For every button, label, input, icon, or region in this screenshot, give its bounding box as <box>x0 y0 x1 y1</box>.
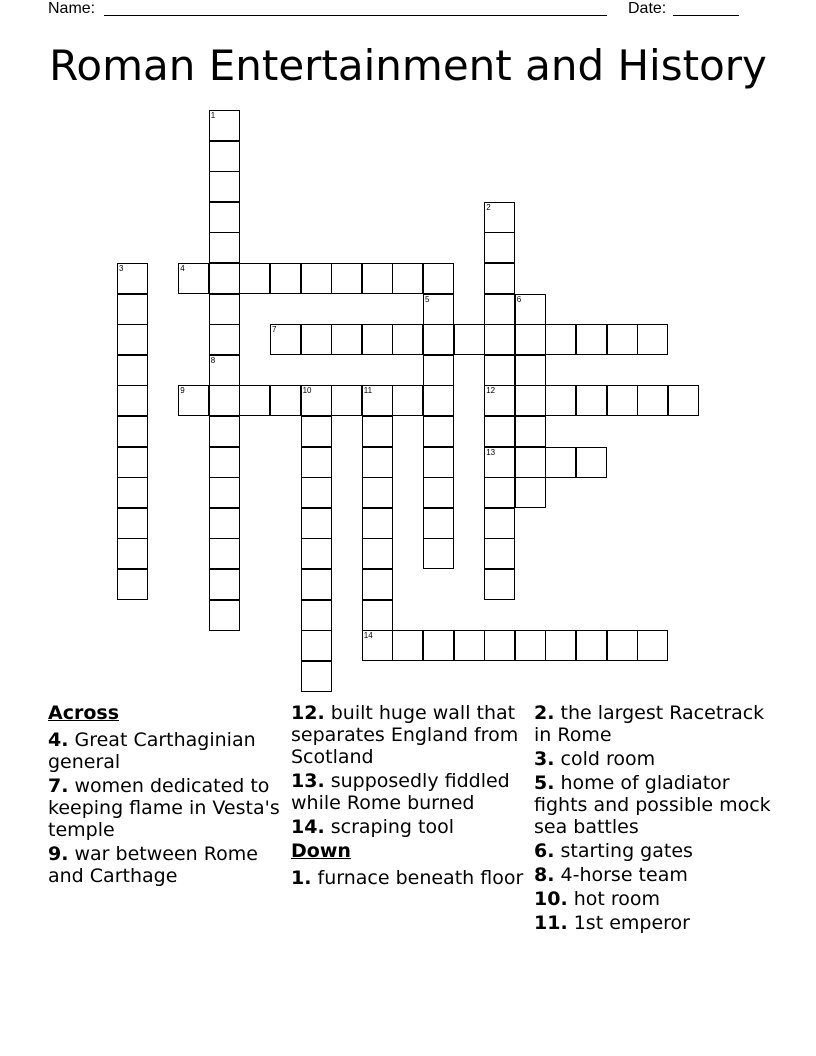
grid-cell[interactable] <box>576 324 607 355</box>
grid-cell[interactable] <box>423 355 454 386</box>
grid-cell[interactable] <box>423 385 454 416</box>
clue-number: 9. <box>48 843 69 865</box>
across-heading: Across <box>48 702 120 724</box>
clue-number: 10. <box>534 888 568 910</box>
grid-cell[interactable] <box>637 630 668 661</box>
cell-number: 10 <box>302 386 312 396</box>
clue-down-6 <box>534 840 774 862</box>
grid-cell[interactable] <box>423 324 454 355</box>
grid-cell[interactable] <box>117 355 148 386</box>
grid-cell[interactable] <box>484 202 515 233</box>
clue-text: scraping tool <box>330 816 454 838</box>
grid-cell[interactable] <box>484 232 515 263</box>
grid-cell[interactable] <box>270 324 301 355</box>
grid-cell[interactable] <box>576 385 607 416</box>
clue-down-1 <box>291 867 529 889</box>
grid-cell[interactable] <box>637 385 668 416</box>
grid-cell[interactable] <box>423 477 454 508</box>
grid-cell[interactable] <box>362 600 393 631</box>
clue-across-12 <box>291 702 529 768</box>
clue-number: 8. <box>534 864 555 886</box>
grid-cell[interactable] <box>117 294 148 325</box>
clue-text: 4-horse team <box>560 864 688 886</box>
down-heading: Down <box>291 840 351 862</box>
grid-cell[interactable] <box>423 294 454 325</box>
clue-text: cold room <box>560 748 656 770</box>
clue-text: Great Carthaginian general <box>48 729 256 773</box>
clue-text: the largest Racetrack in Rome <box>534 702 765 746</box>
grid-cell[interactable] <box>362 263 393 294</box>
cell-number: 9 <box>180 386 185 396</box>
name-label: Name: <box>48 0 96 17</box>
grid-cell[interactable] <box>362 416 393 447</box>
grid-cell[interactable] <box>117 263 148 294</box>
grid-cell[interactable] <box>178 385 209 416</box>
grid-cell[interactable] <box>301 630 332 661</box>
grid-cell[interactable] <box>301 508 332 539</box>
grid-cell[interactable] <box>117 477 148 508</box>
grid-cell[interactable] <box>301 569 332 600</box>
grid-cell[interactable] <box>209 202 240 233</box>
grid-cell[interactable] <box>515 324 546 355</box>
grid-cell[interactable] <box>607 630 638 661</box>
grid-cell[interactable] <box>484 630 515 661</box>
grid-cell[interactable] <box>209 508 240 539</box>
grid-cell[interactable] <box>362 477 393 508</box>
clue-down-8 <box>534 864 774 886</box>
clue-text: hot room <box>573 888 661 910</box>
grid-cell[interactable] <box>331 263 362 294</box>
clue-text: built huge wall that separates England from Scotland <box>291 702 519 768</box>
cell-number: 12 <box>486 386 496 396</box>
grid-cell[interactable] <box>484 416 515 447</box>
clue-text: war between Rome and Carthage <box>48 843 258 887</box>
grid-cell[interactable] <box>209 538 240 569</box>
grid-cell[interactable] <box>484 324 515 355</box>
grid-cell[interactable] <box>362 508 393 539</box>
grid-cell[interactable] <box>515 416 546 447</box>
grid-cell[interactable] <box>423 263 454 294</box>
grid-cell[interactable] <box>668 385 699 416</box>
grid-cell[interactable] <box>484 294 515 325</box>
clue-number: 1. <box>291 867 312 889</box>
grid-cell[interactable] <box>484 447 515 478</box>
grid-cell[interactable] <box>209 294 240 325</box>
cell-number: 2 <box>486 202 491 212</box>
grid-cell[interactable] <box>423 508 454 539</box>
grid-cell[interactable] <box>515 294 546 325</box>
clue-number: 12. <box>291 702 325 724</box>
clue-down-2 <box>534 702 774 746</box>
grid-cell[interactable] <box>117 538 148 569</box>
clue-number: 4. <box>48 729 69 751</box>
clue-number: 6. <box>534 840 555 862</box>
grid-cell[interactable] <box>209 171 240 202</box>
grid-cell[interactable] <box>515 355 546 386</box>
grid-cell[interactable] <box>392 324 423 355</box>
grid-cell[interactable] <box>301 324 332 355</box>
cell-number: 1 <box>210 111 216 120</box>
grid-cell[interactable] <box>362 447 393 478</box>
clues-column-1 <box>48 702 283 889</box>
grid-cell[interactable] <box>362 385 393 416</box>
grid-cell[interactable] <box>576 447 607 478</box>
clue-across-4 <box>48 729 283 773</box>
grid-cell[interactable] <box>515 385 546 416</box>
grid-cell[interactable] <box>301 416 332 447</box>
grid-cell[interactable] <box>209 600 240 631</box>
clue-text: starting gates <box>560 840 693 862</box>
grid-cell[interactable] <box>484 538 515 569</box>
grid-cell[interactable] <box>637 324 668 355</box>
clue-down-10 <box>534 888 774 910</box>
grid-cell[interactable] <box>484 355 515 386</box>
clue-text: home of gladiator fights and possible mock sea battles <box>534 772 771 838</box>
grid-cell[interactable] <box>331 385 362 416</box>
grid-cell[interactable] <box>178 263 209 294</box>
grid-cell[interactable] <box>515 447 546 478</box>
grid-cell[interactable] <box>209 110 240 141</box>
grid-cell[interactable] <box>301 477 332 508</box>
grid-cell[interactable] <box>484 477 515 508</box>
grid-cell[interactable] <box>117 447 148 478</box>
grid-cell[interactable] <box>209 355 240 386</box>
grid-cell[interactable] <box>301 661 332 692</box>
grid-cell[interactable] <box>270 263 301 294</box>
cell-number: 7 <box>272 325 277 335</box>
grid-cell[interactable] <box>362 324 393 355</box>
clue-text: women dedicated to keeping flame in Vesta's temple <box>48 775 280 841</box>
clue-number: 7. <box>48 775 69 797</box>
grid-cell[interactable] <box>209 263 240 294</box>
clue-number: 14. <box>291 816 325 838</box>
clue-across-7 <box>48 775 283 841</box>
grid-cell[interactable] <box>209 416 240 447</box>
grid-cell[interactable] <box>117 508 148 539</box>
cell-number: 4 <box>180 264 185 273</box>
grid-cell[interactable] <box>423 630 454 661</box>
clue-number: 13. <box>291 770 325 792</box>
grid-cell[interactable] <box>423 447 454 478</box>
date-label: Date: <box>628 0 667 17</box>
grid-cell[interactable] <box>515 477 546 508</box>
grid-cell[interactable] <box>362 569 393 600</box>
grid-cell[interactable] <box>117 385 148 416</box>
clue-down-5 <box>534 772 774 838</box>
grid-cell[interactable] <box>423 416 454 447</box>
clue-text: furnace beneath floor <box>317 867 524 889</box>
clue-across-13 <box>291 770 529 814</box>
grid-cell[interactable] <box>392 385 423 416</box>
grid-cell[interactable] <box>484 569 515 600</box>
grid-cell[interactable] <box>301 600 332 631</box>
cell-number: 14 <box>363 631 373 641</box>
grid-cell[interactable] <box>270 385 301 416</box>
clue-across-9 <box>48 843 283 887</box>
grid-cell[interactable] <box>209 447 240 478</box>
page-title: Roman Entertainment and History <box>49 41 767 90</box>
clues-column-3 <box>534 702 774 936</box>
grid-cell[interactable] <box>362 538 393 569</box>
clue-number: 11. <box>534 912 568 934</box>
grid-cell[interactable] <box>117 569 148 600</box>
grid-cell[interactable] <box>301 263 332 294</box>
grid-cell[interactable] <box>209 569 240 600</box>
grid-cell[interactable] <box>607 324 638 355</box>
clue-down-11 <box>534 912 774 934</box>
grid-cell[interactable] <box>209 324 240 355</box>
grid-cell[interactable] <box>117 416 148 447</box>
grid-cell[interactable] <box>209 232 240 263</box>
clue-number: 2. <box>534 702 555 724</box>
grid-cell[interactable] <box>209 477 240 508</box>
grid-cell[interactable] <box>392 630 423 661</box>
grid-cell[interactable] <box>545 324 576 355</box>
grid-cell[interactable] <box>545 630 576 661</box>
grid-cell[interactable] <box>209 385 240 416</box>
grid-cell[interactable] <box>301 538 332 569</box>
grid-cell[interactable] <box>392 263 423 294</box>
grid-cell[interactable] <box>239 385 270 416</box>
grid-cell[interactable] <box>484 508 515 539</box>
cell-number: 6 <box>516 294 522 304</box>
cell-number: 11 <box>363 386 373 396</box>
grid-cell[interactable] <box>454 630 485 661</box>
grid-cell[interactable] <box>209 141 240 172</box>
clues-column-2 <box>291 702 529 891</box>
grid-cell[interactable] <box>301 447 332 478</box>
grid-cell[interactable] <box>607 385 638 416</box>
grid-cell[interactable] <box>117 324 148 355</box>
grid-cell[interactable] <box>545 447 576 478</box>
cell-number: 5 <box>425 294 430 304</box>
cell-number: 13 <box>486 447 496 457</box>
cell-number: 3 <box>119 264 124 273</box>
grid-cell[interactable] <box>454 324 485 355</box>
grid-cell[interactable] <box>423 538 454 569</box>
grid-cell[interactable] <box>301 385 332 416</box>
clue-text: 1st emperor <box>573 912 690 934</box>
grid-cell[interactable] <box>331 324 362 355</box>
grid-cell[interactable] <box>239 263 270 294</box>
grid-cell[interactable] <box>515 630 546 661</box>
clue-down-3 <box>534 748 774 770</box>
grid-cell[interactable] <box>362 630 393 661</box>
clue-text: supposedly fiddled while Rome burned <box>291 770 510 814</box>
grid-cell[interactable] <box>545 385 576 416</box>
grid-cell[interactable] <box>484 385 515 416</box>
clue-across-14 <box>291 816 529 838</box>
grid-cell[interactable] <box>484 263 515 294</box>
cell-number: 8 <box>210 355 216 365</box>
clue-number: 5. <box>534 772 555 794</box>
grid-cell[interactable] <box>576 630 607 661</box>
clue-number: 3. <box>534 748 555 770</box>
